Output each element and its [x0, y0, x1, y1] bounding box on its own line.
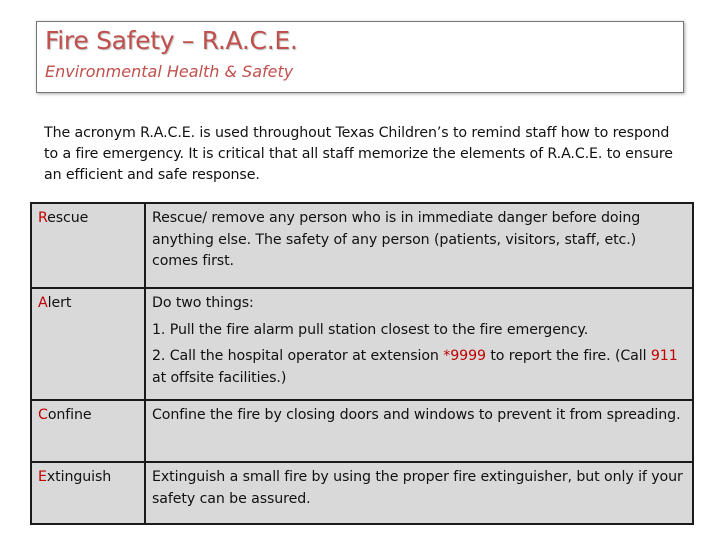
extension-number: *9999: [443, 348, 486, 364]
alert-line-3-text-e: at offsite facilities.): [152, 369, 287, 386]
table-row-confine: [31, 400, 693, 462]
title-box: [36, 21, 684, 93]
desc-text: Extinguish a small fire by using the proper fire extinguisher, but only if your safety can be assured.: [152, 469, 683, 507]
table-row-rescue: [31, 203, 693, 288]
desc-text: Rescue/ remove any person who is in immediate danger before doing anything else. The safety of any person (patients, visitors, staff, etc.) comes first.: [152, 210, 641, 269]
desc-extinguish: [145, 462, 693, 524]
term-first-letter: A: [38, 295, 48, 311]
term-rest: escue: [47, 210, 89, 226]
emergency-number: 911: [650, 348, 678, 364]
desc-alert: [145, 288, 693, 400]
alert-line-3-text-a: 2. Call the hospital operator at extension: [152, 348, 444, 364]
page-subtitle: Environmental Health & Safety: [45, 62, 294, 81]
desc-confine: [145, 400, 693, 462]
race-table: [30, 202, 694, 525]
term-rest: lert: [47, 295, 72, 311]
page-title: Fire Safety – R.A.C.E.: [45, 26, 298, 55]
desc-rescue: [145, 203, 693, 288]
term-extinguish: [31, 462, 145, 524]
alert-line-3-text-c: to report the fire. (Call: [485, 348, 651, 364]
intro-paragraph: The acronym R.A.C.E. is used throughout Texas Children’s to remind staff how to respond to a fire emergency. It is critical that all staff memorize the elements of R.A.C.E. to ensure an efficient and safe response.: [44, 125, 673, 183]
desc-text: Confine the fire by closing doors and windows to prevent it from spreading.: [152, 407, 681, 423]
table-row-alert: [31, 288, 693, 400]
alert-line-2: 1. Pull the fire alarm pull station closest to the fire emergency.: [152, 321, 589, 338]
table-row-extinguish: [31, 462, 693, 524]
term-rest: xtinguish: [46, 469, 112, 485]
alert-line-1: Do two things:: [152, 295, 254, 311]
term-confine: [31, 400, 145, 462]
term-first-letter: C: [38, 407, 48, 423]
term-first-letter: E: [38, 469, 47, 485]
term-first-letter: R: [38, 210, 48, 226]
term-alert: [31, 288, 145, 400]
alert-line-3: [152, 346, 686, 389]
term-rescue: [31, 203, 145, 288]
term-rest: onfine: [47, 407, 92, 423]
